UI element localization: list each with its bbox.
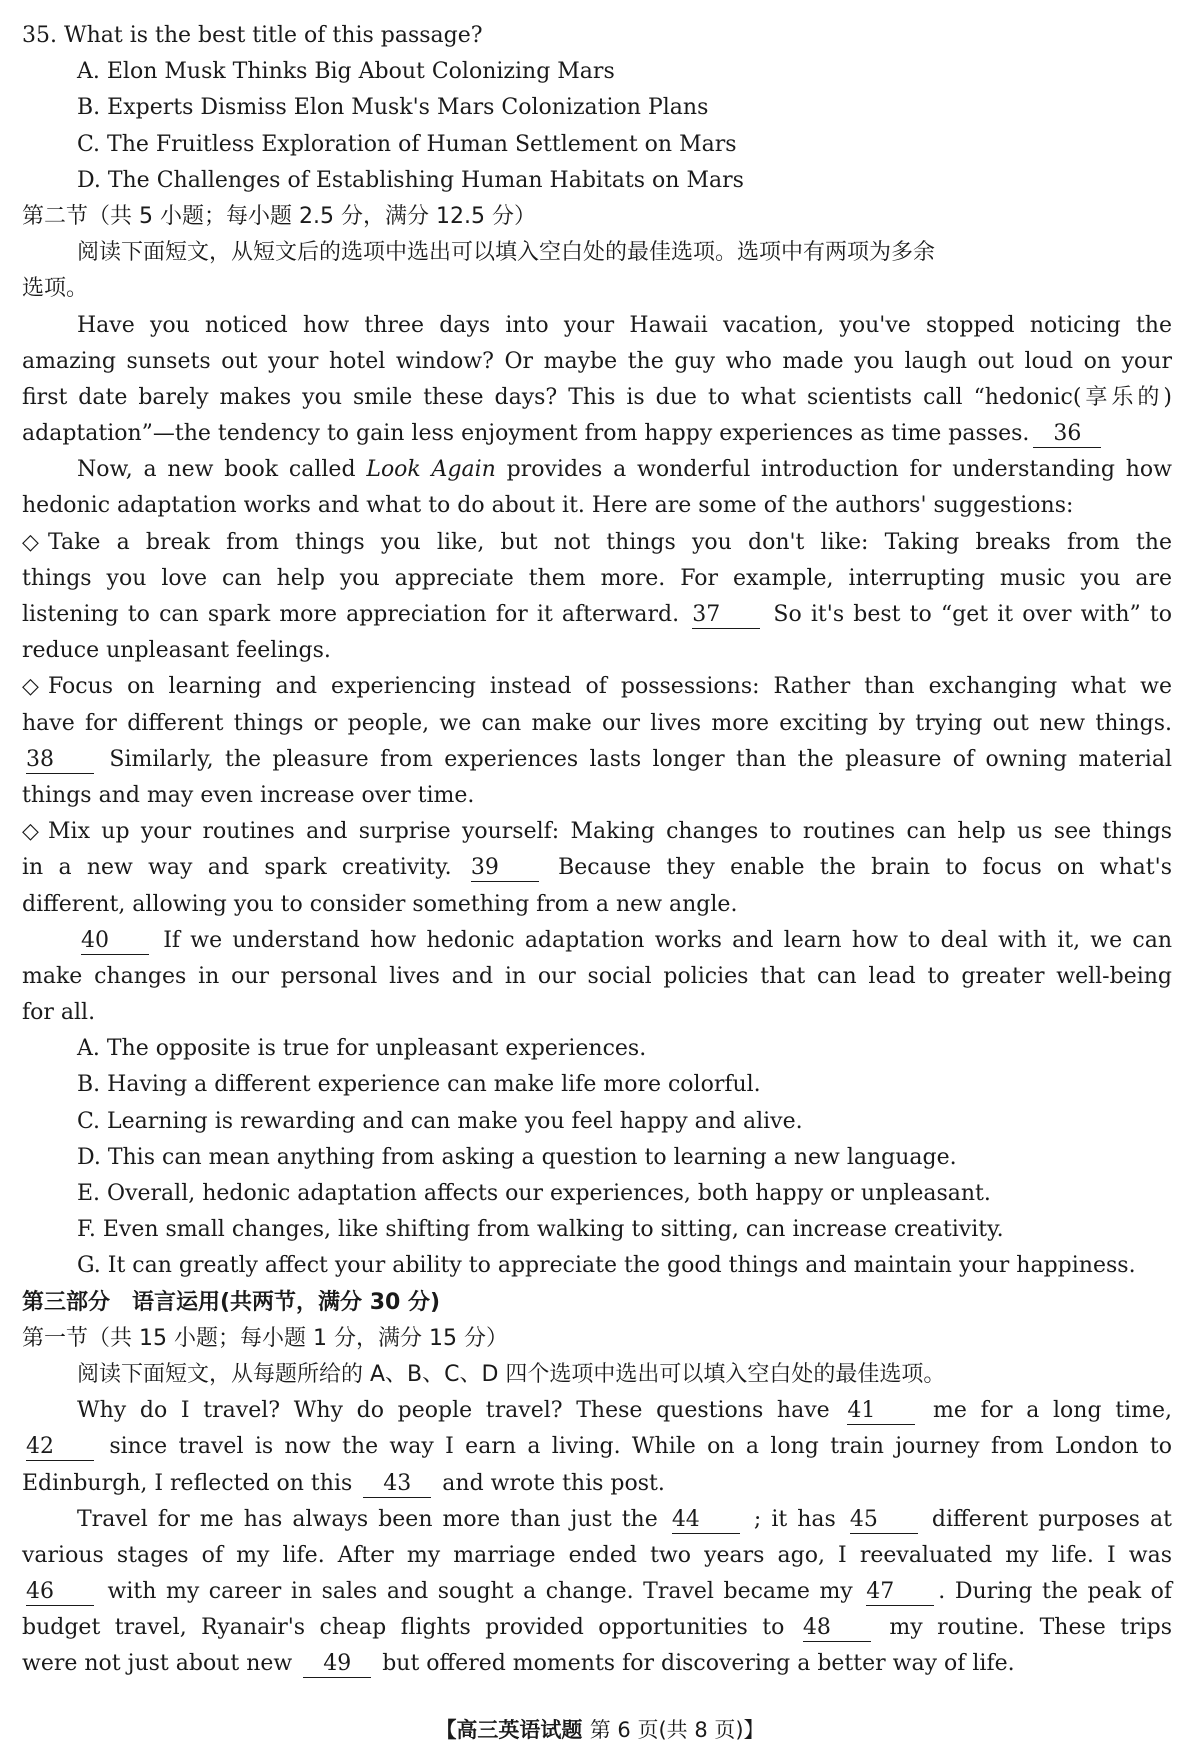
passage-line	[22, 742, 1172, 778]
passage-text: adaptation”—the tendency to gain less enjoyment from happy experiences as time passes.	[22, 421, 1030, 447]
passage-line	[22, 1646, 1172, 1682]
passage-line	[22, 814, 1172, 850]
section2-title: 第二节	[22, 203, 89, 229]
section2-option-g: G. It can greatly affect your ability to appreciate the good things and maintain your happiness.	[77, 1253, 1136, 1279]
blank-41[interactable]: 41	[847, 1398, 915, 1425]
passage-line	[22, 850, 1172, 886]
passage-text: different purposes at	[931, 1506, 1172, 1532]
section2-option-d: D. This can mean anything from asking a question to learning a new language.	[77, 1144, 957, 1170]
passage-line	[22, 525, 1172, 561]
passage-line	[22, 1502, 1172, 1538]
passage-line	[22, 669, 1172, 705]
footer-page-number: 第 6 页(共 8 页)】	[589, 1718, 765, 1742]
q35-stem: 35. What is the best title of this passage?	[22, 23, 483, 48]
passage-line: things you love can help you appreciate them more. For example, interrupting music you are	[22, 565, 1172, 591]
blank-37[interactable]: 37	[692, 602, 760, 629]
blank-48[interactable]: 48	[803, 1615, 871, 1642]
passage-line: make changes in our personal lives and in our social policies that can lead to greater well-being	[22, 963, 1172, 989]
blank-36[interactable]: 36	[1033, 421, 1101, 448]
diamond-icon: ◇	[22, 674, 39, 700]
passage-line: various stages of my life. After my marriage ended two years ago, I reevaluated my life. I was	[22, 1542, 1172, 1568]
passage-line: reduce unpleasant feelings.	[22, 638, 331, 664]
passage-text: with my career in sales and sought a change. Travel became my	[107, 1579, 853, 1605]
passage-text: Edinburgh, I reflected on this	[22, 1470, 353, 1496]
passage-text: Now, a new book called	[77, 457, 356, 483]
exam-page	[22, 18, 1172, 1683]
section2-instruction: 阅读下面短文，从短文后的选项中选出可以填入空白处的最佳选项。选项中有两项为多余	[77, 240, 936, 266]
passage-line	[22, 1466, 1172, 1502]
passage-text: my routine. These trips	[889, 1615, 1173, 1641]
passage-line	[22, 597, 1172, 633]
passage-line: Have you noticed how three days into your Hawaii vacation, you've stopped noticing the	[77, 312, 1172, 338]
passage-text: listening to can spark more appreciation for it afterward.	[22, 602, 680, 627]
passage-text: me for a long time,	[933, 1398, 1172, 1424]
passage-text: Why do I travel? Why do people travel? These questions have	[77, 1398, 830, 1424]
passage-text: ; it has	[753, 1506, 836, 1532]
footer-title: 【高三英语试题	[435, 1718, 583, 1742]
passage-text: Because they enable the brain to focus on what's	[558, 855, 1172, 881]
passage-text: and wrote this post.	[442, 1470, 665, 1496]
blank-46[interactable]: 46	[26, 1579, 94, 1606]
passage-line: for all.	[22, 1000, 96, 1026]
section2-option-b: B. Having a different experience can make life more colorful.	[77, 1072, 761, 1098]
passage-text: . During the peak of	[938, 1579, 1173, 1605]
passage-text: in a new way and spark creativity.	[22, 855, 452, 881]
section2-option-e: E. Overall, hedonic adaptation affects our experiences, both happy or unpleasant.	[77, 1181, 991, 1206]
passage-text: Mix up your routines and surprise yourself: Making changes to routines can help us see things	[48, 819, 1172, 845]
blank-49[interactable]: 49	[303, 1651, 371, 1678]
passage-text: Travel for me has always been more than just the	[77, 1506, 658, 1532]
section2-option-a: A. The opposite is true for unpleasant experiences.	[77, 1036, 647, 1062]
page-footer	[0, 1712, 1200, 1748]
blank-42[interactable]: 42	[26, 1434, 94, 1461]
blank-43[interactable]: 43	[363, 1471, 431, 1498]
blank-39[interactable]: 39	[471, 855, 539, 882]
passage-text: since travel is now the way I earn a living. While on a long train journey from London to	[109, 1434, 1172, 1460]
part3-title: 第三部分 语言运用(共两节，满分 30 分)	[22, 1289, 441, 1315]
section2-option-f: F. Even small changes, like shifting from walking to sitting, can increase creativity.	[77, 1217, 1004, 1243]
q35-option-d: D. The Challenges of Establishing Human Habitats on Mars	[77, 167, 744, 193]
blank-40[interactable]: 40	[81, 928, 149, 955]
blank-44[interactable]: 44	[672, 1507, 740, 1534]
part3-section1-title: 第一节	[22, 1325, 89, 1351]
section2-instruction-cont: 选项。	[22, 276, 89, 302]
passage-line	[22, 1574, 1172, 1610]
passage-text: Focus on learning and experiencing instead of possessions: Rather than exchanging what we	[48, 674, 1172, 700]
part3-section1-heading	[22, 1321, 1172, 1357]
passage-line: amazing sunsets out your hotel window? Or maybe the guy who made you laugh out loud on your	[22, 348, 1172, 374]
blank-38[interactable]: 38	[26, 747, 94, 774]
section2-option-c: C. Learning is rewarding and can make you feel happy and alive.	[77, 1108, 803, 1134]
passage-line	[22, 452, 1172, 488]
passage-line: different, allowing you to consider something from a new angle.	[22, 891, 738, 917]
blank-45[interactable]: 45	[850, 1507, 918, 1534]
part3-instruction: 阅读下面短文，从每题所给的 A、B、C、D 四个选项中选出可以填入空白处的最佳选项。	[77, 1361, 946, 1387]
passage-text: Similarly, the pleasure from experiences lasts longer than the pleasure of owning material	[109, 746, 1172, 772]
passage-text: but offered moments for discovering a better way of life.	[382, 1651, 1015, 1677]
passage-text: If we understand how hedonic adaptation works and learn how to deal with it, we can	[163, 927, 1172, 953]
section2-heading	[22, 199, 1172, 235]
passage-text: Take a break from things you like, but not things you don't like: Taking breaks from the	[48, 529, 1172, 555]
passage-line	[22, 1429, 1172, 1465]
q35-option-b: B. Experts Dismiss Elon Musk's Mars Colonization Plans	[77, 95, 709, 121]
q35-option-a: A. Elon Musk Thinks Big About Colonizing Mars	[77, 59, 615, 85]
blank-47[interactable]: 47	[866, 1579, 934, 1606]
section2-info: （共 5 小题；每小题 2.5 分，满分 12.5 分）	[88, 203, 536, 229]
passage-text: were not just about new	[22, 1651, 293, 1677]
passage-line: hedonic adaptation works and what to do about it. Here are some of the authors' suggestions:	[22, 493, 1074, 519]
passage-line: things and may even increase over time.	[22, 782, 475, 808]
part3-section1-info: （共 15 小题；每小题 1 分，满分 15 分）	[88, 1325, 508, 1351]
passage-line	[22, 923, 1172, 959]
passage-line	[22, 416, 1172, 452]
passage-line	[22, 1610, 1172, 1646]
passage-text: So it's best to “get it over with” to	[773, 602, 1172, 627]
q35-option-c: C. The Fruitless Exploration of Human Settlement on Mars	[77, 131, 737, 157]
diamond-icon: ◇	[22, 529, 39, 555]
passage-text: budget travel, Ryanair's cheap flights provided opportunities to	[22, 1615, 785, 1641]
diamond-icon: ◇	[22, 819, 39, 845]
passage-line	[22, 1393, 1172, 1429]
book-title: Look Again	[366, 457, 496, 483]
passage-text: provides a wonderful introduction for understanding how	[506, 457, 1172, 483]
passage-line: have for different things or people, we can make our lives more exciting by trying out new things.	[22, 710, 1172, 736]
passage-line: first date barely makes you smile these days? This is due to what scientists call “hedonic(享乐的)	[22, 384, 1172, 410]
